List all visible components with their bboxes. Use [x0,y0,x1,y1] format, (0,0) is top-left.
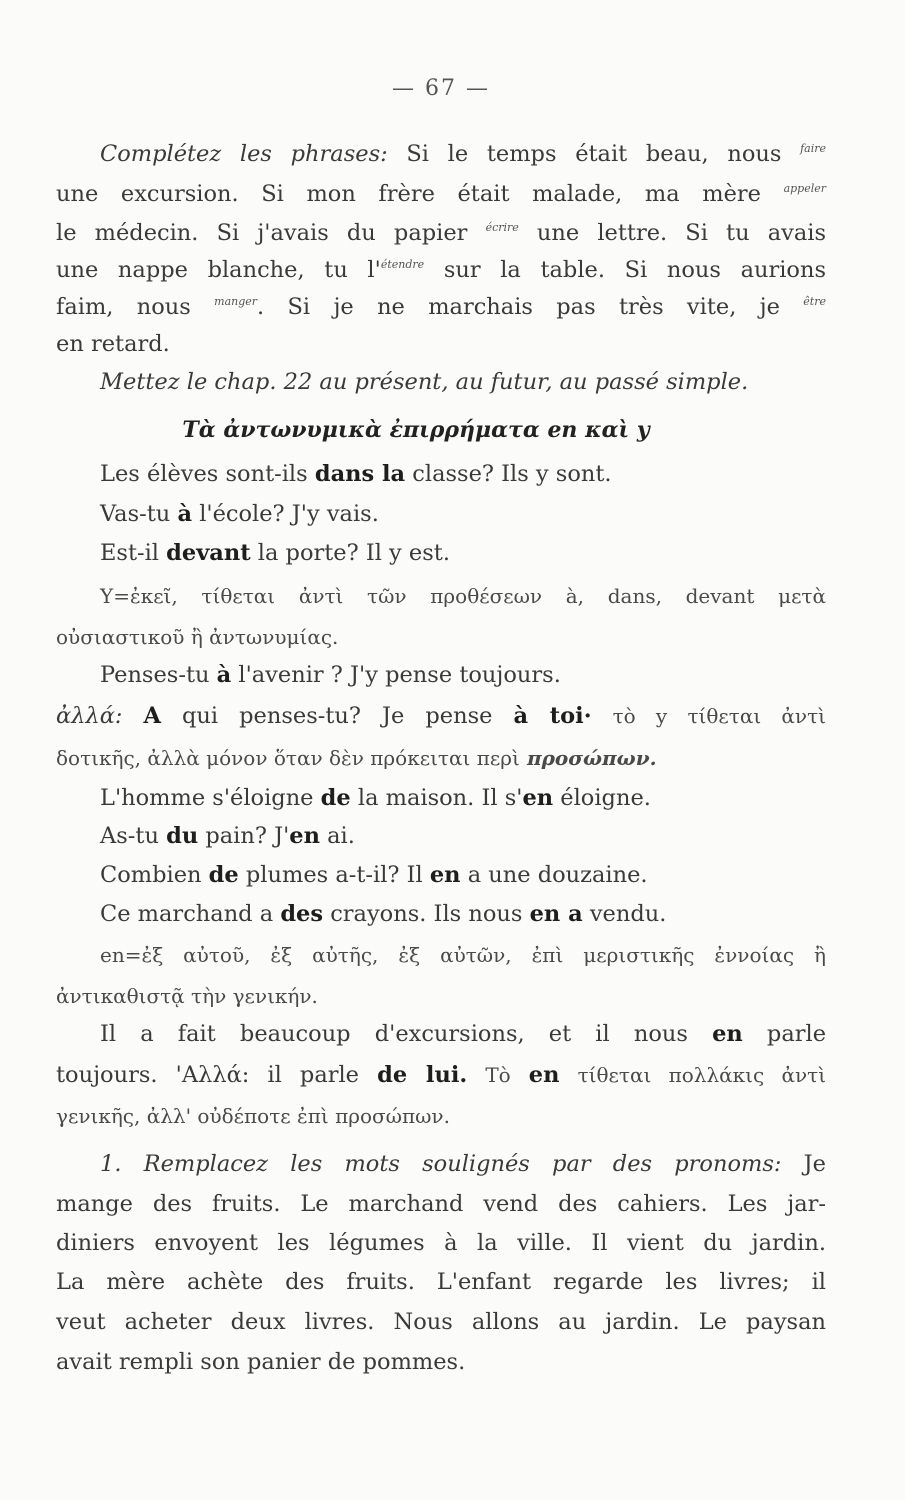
example-line: ἀλλά: A qui penses-tu? Je pense à toi· τὸ y τίθεται ἀντὶ [56,703,826,729]
exercise-label: 1. Remplacez les mots soulignés par des pronoms: [100,1151,782,1177]
example-line: Vas-tu à l'école? J'y vais. [100,501,379,527]
text-line [56,296,826,319]
text-line [56,143,826,166]
exercise-line: avait rempli son panier de pommes. [56,1349,466,1375]
greek-note: γενικῆς, ἀλλ' οὐδέποτε ἐπὶ προσώπων. [56,1104,450,1128]
greek-note: en=ἐξ αὐτοῦ, ἐξ αὐτῆς, ἐξ αὐτῶν, ἐπὶ μεριστικῆς ἐννοίας ἢ [100,943,826,967]
page-number: — 67 — [392,76,490,101]
greek-note: οὐσιαστικοῦ ἢ ἀντωνυμίας. [56,625,339,649]
example-line: Il a fait beaucoup d'excursions, et il nous en parle [100,1021,827,1047]
verb-hint: écrire [485,221,519,234]
section-title: Τὰ ἀντωνυμικὰ ἐπιρρήματα en καὶ y [182,417,650,443]
exercise-line: 1. Remplacez les mots soulignés par des pronoms: Je [100,1151,826,1177]
example-line: As-tu du pain? J'en ai. [100,823,355,849]
example-line: toujours. 'Αλλά: il parle de lui. Τὸ en τίθεται πολλάκις ἀντὶ [56,1062,827,1088]
sentence: une lettre. Si tu avais [536,220,826,246]
verb-hint: appeler [783,182,826,195]
text-line [56,222,826,245]
instruction-2: Mettez le chap. 22 au présent, au futur, au passé simple. [100,369,749,395]
greek-note: ἀντικαθιστᾷ τὴν γενικήν. [56,984,318,1008]
sentence: sur la table. Si nous aurions [443,257,827,283]
greek-note: Y=ἐκεῖ, τίθεται ἀντὶ τῶν προθέσεων à, dans, devant μετὰ [100,584,826,608]
verb-hint: étendre [380,258,425,271]
example-line: L'homme s'éloigne de la maison. Il s'en éloigne. [100,785,651,811]
text-line [56,183,826,206]
exercise-line: mange des fruits. Le marchand vend des cahiers. Les jar- [56,1191,826,1217]
example-line: Les élèves sont-ils dans la classe? Ils y sont. [100,461,612,487]
exercise-line: veut acheter deux livres. Nous allons au jardin. Le paysan [56,1309,826,1335]
exercise-line: La mère achète des fruits. L'enfant regarde les livres; il [56,1269,826,1295]
sentence: Si le temps était beau, nous [406,141,782,167]
text-line [56,259,826,282]
sentence: une nappe blanche, tu l' [56,257,381,283]
verb-hint: être [803,295,826,308]
sentence: le médecin. Si j'avais du papier [56,220,468,246]
example-line: Penses-tu à l'avenir ? J'y pense toujours. [100,662,561,688]
verb-hint: faire [800,142,827,155]
sentence: une excursion. Si mon frère était malade, ma mère [56,181,761,207]
sentence: faim, nous [56,294,191,320]
example-line: Combien de plumes a-t-il? Il en a une douzaine. [100,862,648,888]
verb-hint: manger [214,295,258,308]
example-line: Est-il devant la porte? Il y est. [100,540,450,566]
instruction-label: Complétez les phrases: [100,141,388,167]
greek-note: δοτικῆς, ἀλλὰ μόνον ὅταν δὲν πρόκειται περὶ προσώπων. [56,746,657,770]
text-line: en retard. [56,331,170,357]
sentence: . Si je ne marchais pas très vite, je [257,294,780,320]
example-line: Ce marchand a des crayons. Ils nous en a vendu. [100,901,667,927]
exercise-line: diniers envoyent les légumes à la ville. Il vient du jardin. [56,1230,826,1256]
